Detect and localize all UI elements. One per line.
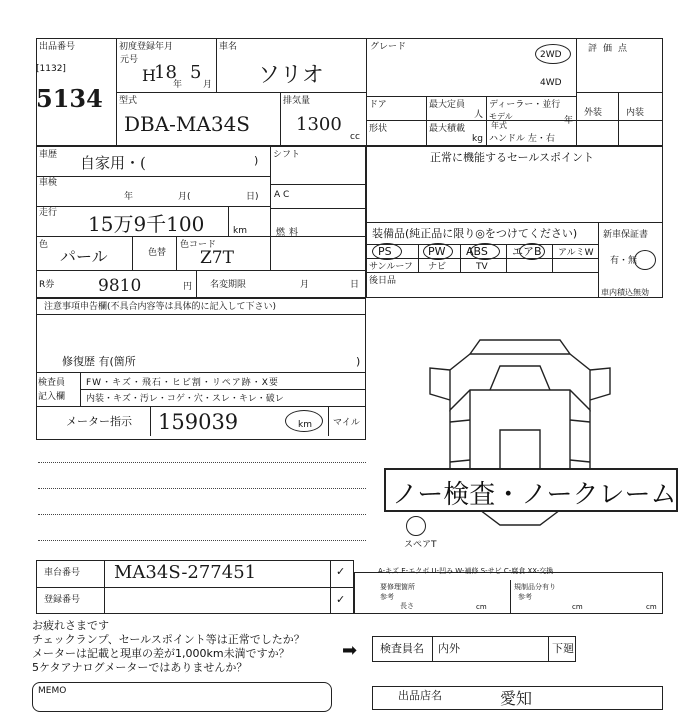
drive-2wd: 2WD	[540, 50, 562, 60]
legend-ref-1: 参考	[380, 593, 394, 601]
color-no-label: 色替	[148, 248, 167, 258]
legend-repair: 要修理箇所	[380, 583, 415, 591]
usage-label: 車歴	[39, 150, 58, 160]
store-label: 出品店名	[398, 689, 442, 702]
legend-cm-2: cm	[572, 603, 583, 611]
model-value: DBA-MA34S	[124, 112, 251, 136]
mileage-value: 15万9千100	[88, 212, 205, 236]
lot-number: 5134	[36, 84, 103, 113]
color-code-value: Z7T	[200, 248, 234, 268]
equip-pw: PW	[428, 245, 446, 258]
divider	[506, 244, 507, 272]
notice-label: 注意事項申告欄(不具合内容等は具体的に記入して下さい)	[44, 302, 277, 312]
handle-label: ハンドル 左・右	[489, 134, 555, 144]
equip-ps: PS	[378, 245, 392, 258]
inspector-label-2: 記入欄	[38, 392, 66, 402]
legend-ref-2: 参考	[518, 593, 532, 601]
model-label: 型式	[119, 96, 138, 106]
rating-label: 評価点	[588, 44, 634, 54]
airbag-circle	[519, 243, 545, 260]
divider	[432, 636, 433, 662]
warranty-circle	[634, 250, 656, 270]
shaken-day: 日)	[246, 192, 259, 202]
divider	[510, 580, 511, 614]
name-change-month: 月	[300, 280, 310, 290]
divider	[150, 406, 151, 436]
usage-close: )	[254, 154, 259, 167]
lot-label: 出品番号	[39, 42, 76, 52]
divider	[176, 236, 177, 270]
era-value: H	[142, 66, 156, 85]
equip-abs: ABS	[466, 245, 488, 258]
month-unit: 月	[203, 80, 213, 90]
capacity-unit: 人	[474, 110, 484, 120]
recycle-label: R券	[39, 280, 55, 290]
divider	[132, 236, 133, 270]
repair-close: )	[356, 355, 361, 368]
divider	[426, 96, 427, 146]
divider	[270, 208, 366, 209]
divider	[280, 92, 281, 146]
pw-circle	[423, 243, 453, 260]
divider	[366, 38, 367, 146]
recycle-unit: 円	[183, 282, 193, 292]
equipment-label: 装備品(純正品に限り◎をつけてください)	[372, 227, 578, 240]
ps-circle	[372, 243, 402, 260]
legend-row: A-キズ E-エクボ U-凹み W-補修 S-サビ C-腐食 XX-交換	[378, 567, 554, 575]
shaken-month: 月(	[178, 192, 191, 202]
load-label: 最大積載	[429, 124, 466, 134]
legend-length: 長さ	[400, 602, 414, 610]
divider	[36, 406, 366, 407]
equip-airbag: エアB	[512, 245, 542, 258]
divider	[116, 92, 366, 93]
inspector-label: 検査員	[38, 378, 66, 388]
divider	[552, 244, 553, 272]
arrow-icon: ➡	[342, 640, 358, 661]
divider	[366, 120, 576, 121]
fuel-label: 燃料	[276, 228, 303, 238]
blank-line	[38, 514, 366, 515]
after-label: 後日品	[369, 276, 397, 286]
month-value: 5	[190, 62, 202, 83]
equip-sunroof: サンルーフ	[369, 262, 413, 272]
inspector-name-value: 内外	[438, 642, 460, 655]
shaken-label: 車検	[39, 178, 58, 188]
blank-line	[38, 540, 366, 541]
mileage-unit: km	[233, 226, 247, 236]
warranty-value: 有・無	[610, 256, 638, 266]
blank-line	[38, 488, 366, 489]
meter-label: メーター指示	[66, 415, 132, 428]
divider	[36, 372, 366, 373]
inspect-row-2: 内装・キズ・汚レ・コゲ・穴・スレ・キレ・破レ	[86, 394, 284, 404]
greeting: お疲れさまです	[32, 619, 109, 632]
capacity-label: 最大定員	[429, 100, 466, 110]
divider	[36, 270, 366, 271]
shift-label: シフト	[273, 150, 301, 160]
divider	[228, 206, 229, 236]
shaken-year: 年	[124, 192, 134, 202]
model-year-unit: 年	[564, 116, 574, 126]
shape-label: 形状	[369, 124, 388, 134]
divider	[486, 96, 487, 146]
divider	[618, 92, 619, 146]
dealer-label: ディーラー・並行	[489, 100, 561, 110]
displacement-value: 1300	[296, 114, 342, 135]
legend-cm-1: cm	[476, 603, 487, 611]
era-label: 元号	[120, 55, 139, 65]
registration-label: 登録番号	[44, 595, 81, 605]
inspect-row-1: FW・キズ・飛石・ヒビ割・リペア跡・X要	[86, 378, 279, 388]
drive-4wd: 4WD	[540, 78, 562, 88]
exterior-label: 外装	[584, 108, 603, 118]
spare-label: スペアT	[404, 540, 437, 550]
year-unit: 年	[173, 80, 183, 90]
load-unit: kg	[472, 134, 483, 144]
interior-label: 内装	[626, 108, 645, 118]
check-mark-2: ✓	[336, 593, 346, 606]
divider	[216, 38, 217, 92]
model-year-label-2: 年式	[491, 121, 507, 130]
equip-navi: ナビ	[428, 262, 447, 272]
in-car-label: 車内積込無効	[601, 288, 649, 297]
divider	[366, 96, 576, 97]
new-car-warranty-label: 新車保証書	[603, 230, 649, 240]
mileage-label: 走行	[39, 208, 58, 218]
divider	[548, 636, 549, 662]
name-change-day: 日	[350, 280, 360, 290]
name-change-label: 名変期限	[210, 280, 247, 290]
grade-label: グレード	[370, 42, 407, 52]
inspector-name-label: 検査員名	[380, 642, 424, 655]
displacement-unit: cc	[350, 132, 360, 142]
drive-2wd-circle	[535, 44, 571, 64]
legend-cm-3: cm	[646, 603, 657, 611]
meter-unit-km: km	[298, 420, 312, 430]
color-code-label: 色コード	[180, 240, 217, 250]
divider	[418, 244, 419, 272]
blank-line	[38, 462, 366, 463]
color-value: パール	[60, 247, 108, 266]
divider	[576, 92, 663, 93]
car-name-value: ソリオ	[258, 63, 324, 88]
sales-point-label: 正常に機能するセールスポイント	[430, 151, 595, 164]
divider	[36, 176, 270, 177]
divider	[460, 244, 461, 272]
divider	[366, 272, 598, 273]
usage-value: 自家用・(	[80, 154, 146, 172]
spare-tire-icon	[406, 516, 426, 536]
recycle-value: 9810	[98, 276, 142, 296]
legend-regulated: 規制品分有り	[514, 583, 556, 591]
car-name-label: 車名	[219, 42, 238, 52]
meter-unit-mile: マイル	[333, 418, 360, 428]
divider	[330, 560, 331, 614]
door-label: ドア	[369, 100, 387, 110]
divider	[576, 120, 663, 121]
equip-alumi: アルミW	[558, 248, 594, 258]
divider	[366, 222, 663, 223]
meter-value: 159039	[158, 410, 239, 434]
divider	[598, 222, 599, 298]
divider	[196, 270, 197, 298]
year-value: 18	[154, 62, 177, 83]
equip-tv: TV	[476, 262, 488, 272]
question-3: 5ケタアナログメーターではありませんか？	[32, 661, 248, 674]
displacement-label: 排気量	[283, 96, 311, 106]
inspector-sub: 下廻	[552, 642, 574, 655]
abs-circle	[470, 243, 500, 260]
check-mark-1: ✓	[336, 565, 346, 578]
question-2: メーターは記載と現車の差が1,000km未満ですか？	[32, 647, 290, 660]
divider	[36, 206, 270, 207]
chassis-label: 車台番号	[44, 568, 81, 578]
color-label: 色	[39, 240, 49, 250]
divider	[36, 587, 354, 588]
divider	[270, 184, 366, 185]
repair-label: 修復歴 有(箇所	[62, 355, 136, 368]
ac-label: A C	[274, 190, 290, 200]
model-year-label: モデル	[489, 112, 513, 121]
meter-km-circle	[285, 410, 323, 432]
lot-small: [1132]	[36, 64, 66, 74]
memo-frame	[32, 682, 332, 712]
divider	[36, 314, 366, 315]
chassis-value: MA34S-277451	[114, 562, 257, 583]
question-1: チェックランプ、セールスポイント等は正常でしたか？	[32, 633, 305, 646]
divider	[80, 389, 366, 390]
no-inspection-text: ノー検査・ノークレーム	[392, 480, 677, 510]
memo-label: MEMO	[38, 686, 67, 696]
divider	[328, 406, 329, 436]
store-value: 愛知	[500, 689, 533, 708]
reg-label: 初度登録年月	[119, 42, 174, 52]
